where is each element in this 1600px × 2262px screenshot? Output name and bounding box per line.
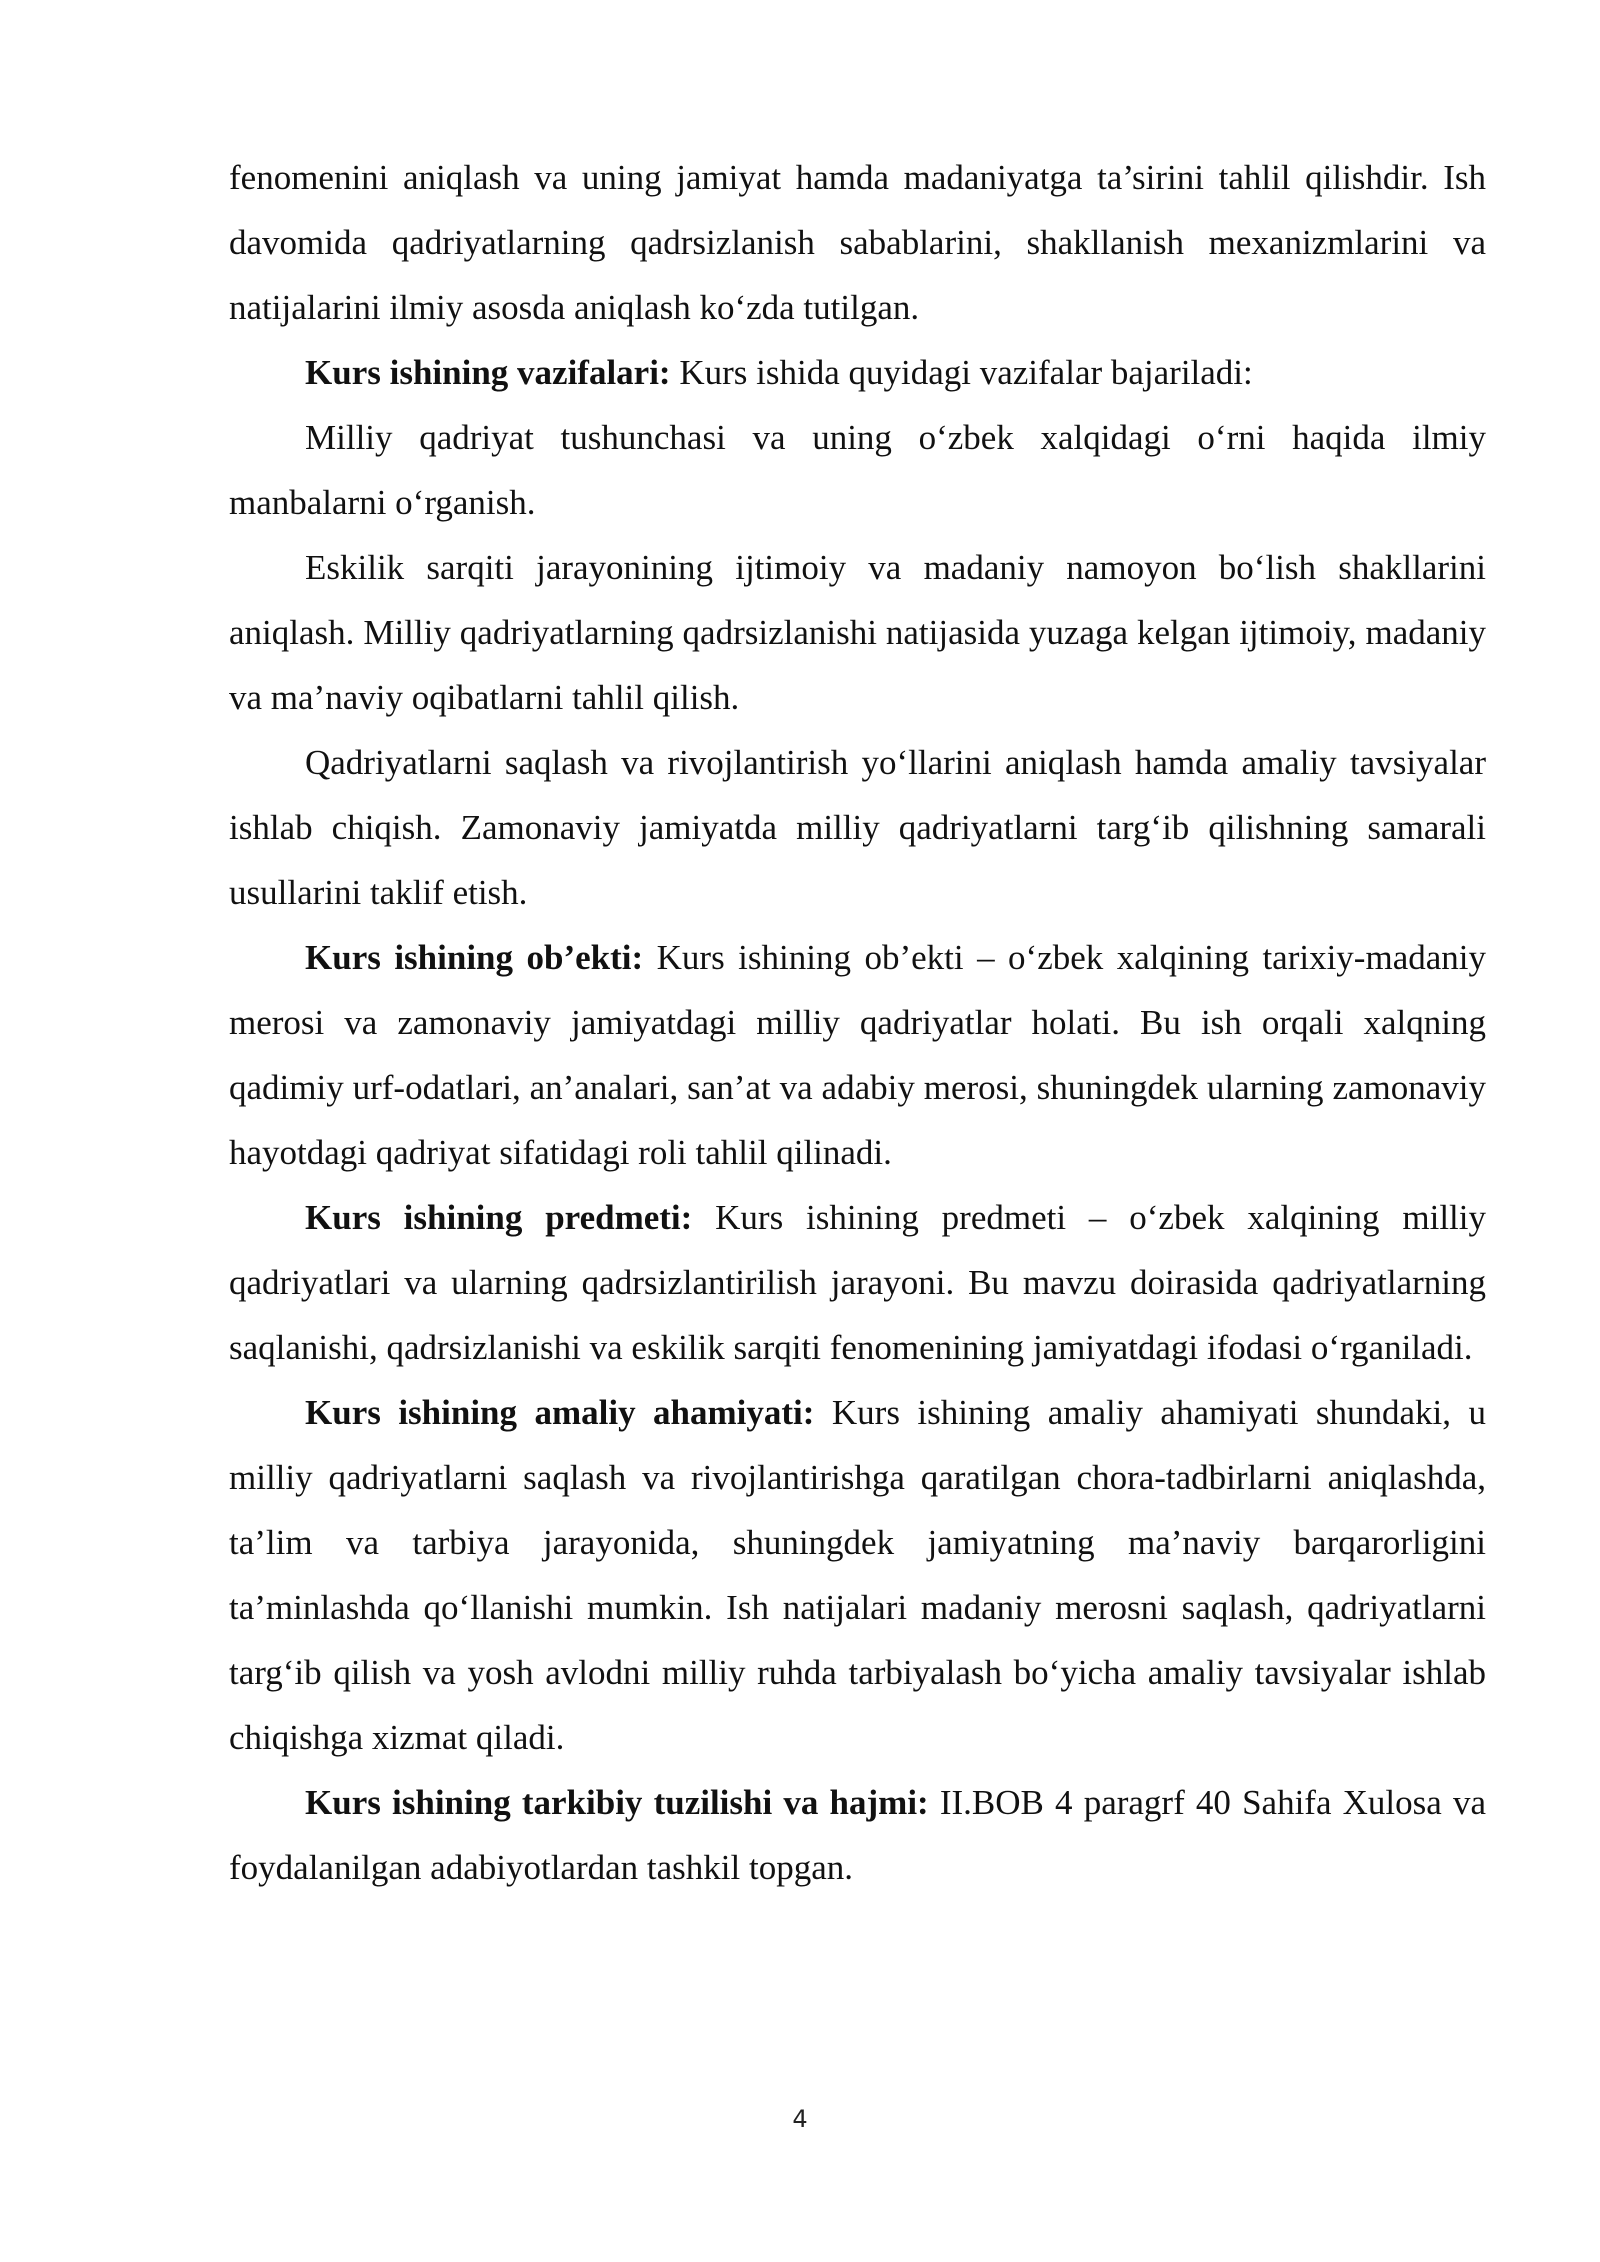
paragraph-text: Kurs ishida quyidagi vazifalar bajariladi: <box>670 353 1253 392</box>
paragraph-practical-significance <box>229 1380 1486 1770</box>
paragraph-task-2 <box>229 535 1486 730</box>
paragraph-text: Kurs ishining predmeti – o‘zbek xalqining milliy qadriyatlari va ularning qadrsizlantirilish jarayoni. Bu mavzu doirasida qadriyatlarning saqlanishi, qadrsizlanishi va eskilik sarqiti fenomenining jamiyatdagi ifodasi o‘rganiladi. <box>229 1198 1486 1367</box>
paragraph-subject <box>229 1185 1486 1380</box>
paragraph-text: Eskilik sarqiti jarayonining ijtimoiy va madaniy namoyon bo‘lish shakllarini aniqlash. Milliy qadriyatlarning qadrsizlanishi natijasida yuzaga kelgan ijtimoiy, madaniy va ma’naviy oqibatlarni tahlil qilish. <box>229 548 1486 717</box>
paragraph-text: Kurs ishining amaliy ahamiyati shundaki, u milliy qadriyatlarni saqlash va rivojlantirishga qaratilgan chora-tadbirlarni aniqlashda, ta’lim va tarbiya jarayonida, shuningdek jamiyatning ma’naviy barqarorligini ta’minlashda qo‘llanishi mumkin. Ish natijalari madaniy merosni saqlash, qadriyatlarni targ‘ib qilish va yosh avlodni milliy ruhda tarbiyalash bo‘yicha amaliy tavsiyalar ishlab chiqishga xizmat qiladi. <box>229 1393 1486 1757</box>
paragraph-text: fenomenini aniqlash va uning jamiyat hamda madaniyatga ta’sirini tahlil qilishdir. Ish davomida qadriyatlarning qadrsizlanish sabablarini, shakllanish mexanizmlarini va natijalarini ilmiy asosda aniqlash ko‘zda tutilgan. <box>229 158 1486 327</box>
paragraph-heading: Kurs ishining tarkibiy tuzilishi va hajmi: <box>305 1783 929 1822</box>
paragraph-object <box>229 925 1486 1185</box>
paragraph-text: Kurs ishining ob’ekti – o‘zbek xalqining tarixiy-madaniy merosi va zamonaviy jamiyatdagi milliy qadriyatlar holati. Bu ish orqali xalqning qadimiy urf-odatlari, an’analari, san’at va adabiy merosi, shuningdek ularning zamonaviy hayotdagi qadriyat sifatidagi roli tahlil qilinadi. <box>229 938 1486 1172</box>
paragraph-structure <box>229 1770 1486 1900</box>
page-number: 4 <box>792 2105 808 2133</box>
paragraph-text: II.BOB 4 paragrf 40 Sahifa Xulosa va foydalanilgan adabiyotlardan tashkil topgan. <box>229 1783 1486 1887</box>
paragraph-heading: Kurs ishining vazifalari: <box>305 353 671 392</box>
paragraph-text: Milliy qadriyat tushunchasi va uning o‘zbek xalqidagi o‘rni haqida ilmiy manbalarni o‘rganish. <box>229 418 1486 522</box>
paragraph-heading: Kurs ishining amaliy ahamiyati: <box>305 1393 815 1432</box>
paragraph-tasks <box>229 340 1486 405</box>
body-text <box>229 145 1486 1900</box>
paragraph-heading: Kurs ishining predmeti: <box>305 1198 693 1237</box>
paragraph-task-1 <box>229 405 1486 535</box>
paragraph-text: Qadriyatlarni saqlash va rivojlantirish yo‘llarini aniqlash hamda amaliy tavsiyalar ishlab chiqish. Zamonaviy jamiyatda milliy qadriyatlarni targ‘ib qilishning samarali usullarini taklif etish. <box>229 743 1486 912</box>
paragraph-task-3 <box>229 730 1486 925</box>
paragraph-heading: Kurs ishining ob’ekti: <box>305 938 644 977</box>
paragraph-goal-continuation <box>229 145 1486 340</box>
